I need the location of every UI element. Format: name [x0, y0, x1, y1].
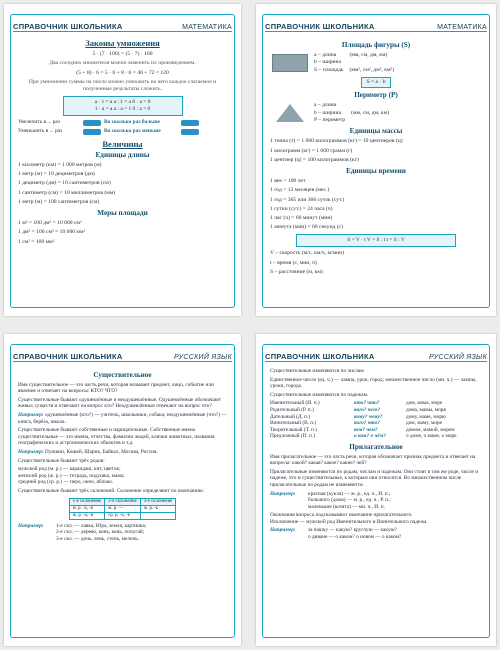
brand-label: СПРАВОЧНИК ШКОЛЬНИКА [13, 352, 123, 361]
compare-right: Во сколько раз меньше [104, 128, 161, 135]
case-row [270, 400, 482, 407]
subject-label: РУССКИЙ ЯЗЫК [428, 354, 487, 361]
brand-label: СПРАВОЧНИК ШКОЛЬНИКА [265, 22, 375, 31]
unit-line: 1 тонна (т) = 1 000 килограммов (кг) = 10 центнеров (ц) [270, 138, 403, 145]
case-row [270, 433, 482, 440]
page-header [13, 348, 232, 362]
paragraph: Существительные изменяются по числам. [270, 368, 365, 374]
formula-line: (5 + 8) · 6 = 5 · 6 + 8 · 6 = 40 + 72 = 120 [76, 69, 169, 76]
case-question: кого? что? [354, 420, 380, 427]
paragraph: Единственное число (ед. ч.) — лампа, урок, город; множественное число (мн. ч.) — лампы, уроки, города. [270, 376, 477, 390]
case-example: дом, мама, море [406, 400, 443, 407]
unit-line: 1 минута (мин) = 60 секунд (с) [270, 224, 344, 231]
table-cell [140, 512, 176, 519]
table-header: 2-е склонение [105, 498, 141, 505]
gender-line: средний род (ср. р.) — перо, окно, яблоко. [18, 479, 114, 486]
case-name: Творительный (Т. п.) [270, 426, 317, 433]
page-header [13, 18, 232, 32]
area-figure [272, 52, 482, 74]
case-row [270, 407, 482, 414]
page-header [265, 348, 487, 362]
divide-sign-pill [83, 129, 101, 135]
subsection-title: Меры площади [97, 209, 148, 218]
case-name: Именительный (И. п.) [270, 400, 320, 407]
area-formula: S = a · b [361, 77, 390, 88]
section-title: Прилагательное [349, 442, 403, 451]
case-question: кто? что? [354, 400, 380, 407]
subject-label: МАТЕМАТИКА [182, 24, 232, 31]
legend-line: t – время (с, мин, ч) [270, 259, 317, 266]
case-name: Предложный (П. п.) [270, 433, 315, 440]
legend-line: b – ширина [314, 109, 341, 116]
page-content [270, 38, 482, 302]
example [270, 491, 482, 511]
compare-left: Увеличить в ... раз [18, 119, 60, 126]
perimeter-legend [314, 102, 345, 124]
table-cell: ж. р. -а, -я [69, 512, 105, 519]
case-example: дома, мамы, моря [406, 406, 446, 413]
case-question: кому? чему? [354, 413, 383, 420]
subject-label: МАТЕМАТИКА [437, 24, 487, 31]
section-title: Величины [102, 138, 143, 149]
area-units [349, 52, 394, 73]
rectangle-shape [272, 54, 308, 72]
compare-row [18, 128, 227, 135]
paragraph: Исключение — мужской род Именительного и Винительного падежа. [270, 518, 428, 525]
area-legend [314, 52, 343, 74]
example [18, 449, 227, 456]
section-title: Законы умножения [85, 38, 160, 48]
unit-line: 1 год = 12 месяцев (мес.) [270, 187, 330, 194]
units-line: (мм, см, дм, км) [351, 109, 389, 116]
example-text: 3-е скл. — дочь, лень, степь, мелочь. [56, 535, 139, 542]
declension-table [69, 498, 177, 520]
triangle-shape [276, 104, 304, 122]
rules-line: 1 · а = а а : а = 1 0 : а = 0 [94, 106, 151, 113]
rules-box [63, 96, 183, 116]
table-header: 1-е склонение [69, 498, 105, 505]
example-label: Например: [18, 448, 44, 455]
paragraph: Имя существительное — это часть речи, которая называет предмет, лицо, событие или явление и отвечает на вопросы: КТО? ЧТО? [18, 381, 214, 395]
case-question: кем? чем? [354, 426, 378, 433]
example-label: Например: [270, 490, 296, 497]
page-content [270, 368, 482, 632]
case-name: Дательный (Д. п.) [270, 413, 311, 420]
speed-formula-box [296, 234, 456, 247]
unit-line: 1 век = 100 лет [270, 178, 306, 185]
case-example: дому, маме, морю [406, 413, 446, 420]
example-label: Например: [18, 411, 44, 418]
legend-line: a – длина [314, 102, 337, 109]
subsection-title: Единицы массы [349, 127, 403, 136]
case-example: домом, мамой, морем [406, 426, 455, 433]
gender-line: мужской род (м. р.) — карандаш, кит, цветок; [18, 466, 121, 473]
section-title: Существительное [93, 371, 152, 379]
compare-left: Уменьшить в ... раз [18, 128, 63, 135]
paragraph: Прилагательные изменяются по родам, числам и падежам. Они стоят в том же роде, числе и падеже, что и существительные, к которым они относятся. Во множественном числе прилагательные по родам не изменяются. [270, 468, 479, 488]
math-page-multiplication [4, 4, 241, 316]
example-text: Пушкин, Кошей, Шарик, Байкал, Москва, Россия. [45, 448, 158, 455]
subsection-title: Единицы длины [95, 150, 150, 159]
rules-line: а · 1 = а а : 1 = а 0 · а = 0 [94, 99, 151, 106]
units-line: (мм², см², дм², км²) [349, 66, 395, 73]
perimeter-figure [272, 102, 482, 124]
unit-line: 1 год = 365 или 366 суток (сут.) [270, 196, 345, 203]
unit-line: 1 километр (км) = 1 000 метров (м) [18, 162, 102, 169]
case-name: Родительный (Р. п.) [270, 406, 314, 413]
rule-text: При умножении суммы на число можно умножить на него каждое слагаемое и полученные результаты сложить. [28, 78, 217, 93]
unit-line: 1 килограмм (кг) = 1 000 грамм (г) [270, 147, 353, 154]
brand-label: СПРАВОЧНИК ШКОЛЬНИКА [13, 22, 123, 31]
legend-line: a – длина [314, 52, 337, 59]
rule-text: Два соседних множителя можно заменить их произведением. [49, 60, 196, 67]
subject-label: РУССКИЙ ЯЗЫК [173, 354, 232, 361]
case-example: о доме, о маме, о море [406, 433, 457, 440]
example-label: Например: [18, 522, 44, 529]
subsection-title: Единицы времени [346, 167, 406, 176]
gender-line: женский род (ж. р.) — тетрадь, подушка, мама; [18, 472, 125, 479]
paragraph: Существительные бывают трёх склонений. Склонение определяют по окончанию. [18, 487, 205, 494]
legend-line: S – площадь [314, 66, 344, 73]
example-text: красная (кукла) — ж. р., ед. ч., И. п.; [308, 490, 391, 497]
table-cell: ж. р. -ь [140, 505, 176, 512]
example-text: о диване — о каком? о новом — о каком? [308, 534, 402, 541]
unit-line: 1 метр (м) = 10 дециметров (дм) [18, 171, 95, 178]
example-text: 2-е скл. — дерево, конь, конь, попугай; [56, 529, 145, 536]
unit-line: 1 дм² = 100 см² = 10 000 мм² [18, 229, 86, 236]
page-content [18, 368, 227, 632]
paragraph: Существительные изменяются по падежам. [270, 391, 369, 398]
units-line: (мм, см, дм, км) [349, 52, 388, 59]
unit-line: 1 см² = 100 мм² [18, 238, 55, 245]
brand-label: СПРАВОЧНИК ШКОЛЬНИКА [265, 352, 375, 361]
paragraph: Существительные бывают собственные и нарицательные. Собственные имена существительные — это имена, отчества, фамилии людей, клички животных, названия географических и астрономических объектов и т.д. [18, 427, 215, 447]
example [18, 412, 227, 425]
legend-line: S – расстояние (м, км) [270, 268, 323, 275]
multiply-sign-pill [83, 120, 101, 126]
example-text: за чашку — какую? круглую — какую? [308, 527, 397, 534]
paragraph: Окончания вопроса подсказывают окончание прилагательного. [270, 512, 413, 519]
table-header: 3-е склонение [140, 498, 176, 505]
cases-list [270, 400, 482, 440]
example-text: большого (дома) — м. р., ед. ч., Р. п.; [308, 497, 391, 504]
divide-sign-pill [181, 120, 199, 126]
compare-right: Во сколько раз больше [104, 119, 160, 126]
case-name: Винительный (В. п.) [270, 420, 317, 427]
russian-page-noun [4, 334, 241, 646]
page-content [18, 38, 227, 302]
speed-formula: S = V · t V = S : t t = S : V [347, 237, 405, 244]
table-cell: м. р. — [105, 505, 141, 512]
example [18, 523, 227, 543]
table-cell: м. р. -а, -я [69, 505, 105, 512]
divide-sign-pill [181, 129, 199, 135]
legend-line: b – ширина [314, 59, 341, 66]
compare-row [18, 119, 227, 126]
unit-line: 1 метр (м) = 100 сантиметров (см) [18, 198, 100, 205]
case-question: кого? чего? [354, 406, 381, 413]
example-text: одушевлённые (кто?) — учитель, школьники, собака; неодушевлённые (что?) — книга, берёза, школа. [18, 411, 227, 425]
example [270, 527, 482, 540]
example-label: Например: [270, 527, 296, 534]
unit-line: 1 час (ч) = 60 минут (мин) [270, 215, 333, 222]
subsection-title: Площадь фигуры (S) [341, 41, 411, 49]
unit-line: 1 сутки (сут.) = 24 часа (ч) [270, 205, 333, 212]
unit-line: 1 сантиметр (см) = 10 миллиметров (мм) [18, 189, 116, 196]
example-text: маленькие (котята) — мн. ч., И. п. [308, 503, 385, 510]
example-text: 1-е скл. — лавка, Юра, земля, картинка; [56, 522, 147, 529]
paragraph: Существительные бывают одушевлённые и неодушевлённые. Одушевлённые обозначают живых существ и отвечают на вопрос кто? Неодушевлённые отвечают на вопрос что? [18, 396, 221, 410]
case-row [270, 420, 482, 427]
unit-line: 1 м² = 100 дм² = 10 000 см² [18, 220, 82, 227]
math-page-area-units [256, 4, 496, 316]
unit-line: 1 дециметр (дм) = 10 сантиметров (см) [18, 180, 111, 187]
subsection-title: Периметр (P) [354, 91, 398, 100]
case-question: о ком? о чём? [354, 433, 386, 440]
paragraph: Существительные бывают трёх родов: [18, 457, 105, 464]
legend-line: V – скорость (м/с, км/ч, м/мин) [270, 250, 344, 257]
formula-line: 5 · (7 · 100) = (5 · 7) · 100 [92, 51, 153, 58]
table-cell: ср. р. -о, -е [105, 512, 141, 519]
russian-page-cases-adjective [256, 334, 496, 646]
unit-line: 1 центнер (ц) = 100 килограммов (кг) [270, 156, 359, 163]
page-header [265, 18, 487, 32]
case-example: дом, маму, море [406, 420, 443, 427]
legend-line: P – периметр [314, 116, 346, 123]
paragraph: Имя прилагательное — это часть речи, которая обозначает признак предмета и отвечает на вопросы: какой? какая? какое? какие? чей? [270, 453, 476, 467]
